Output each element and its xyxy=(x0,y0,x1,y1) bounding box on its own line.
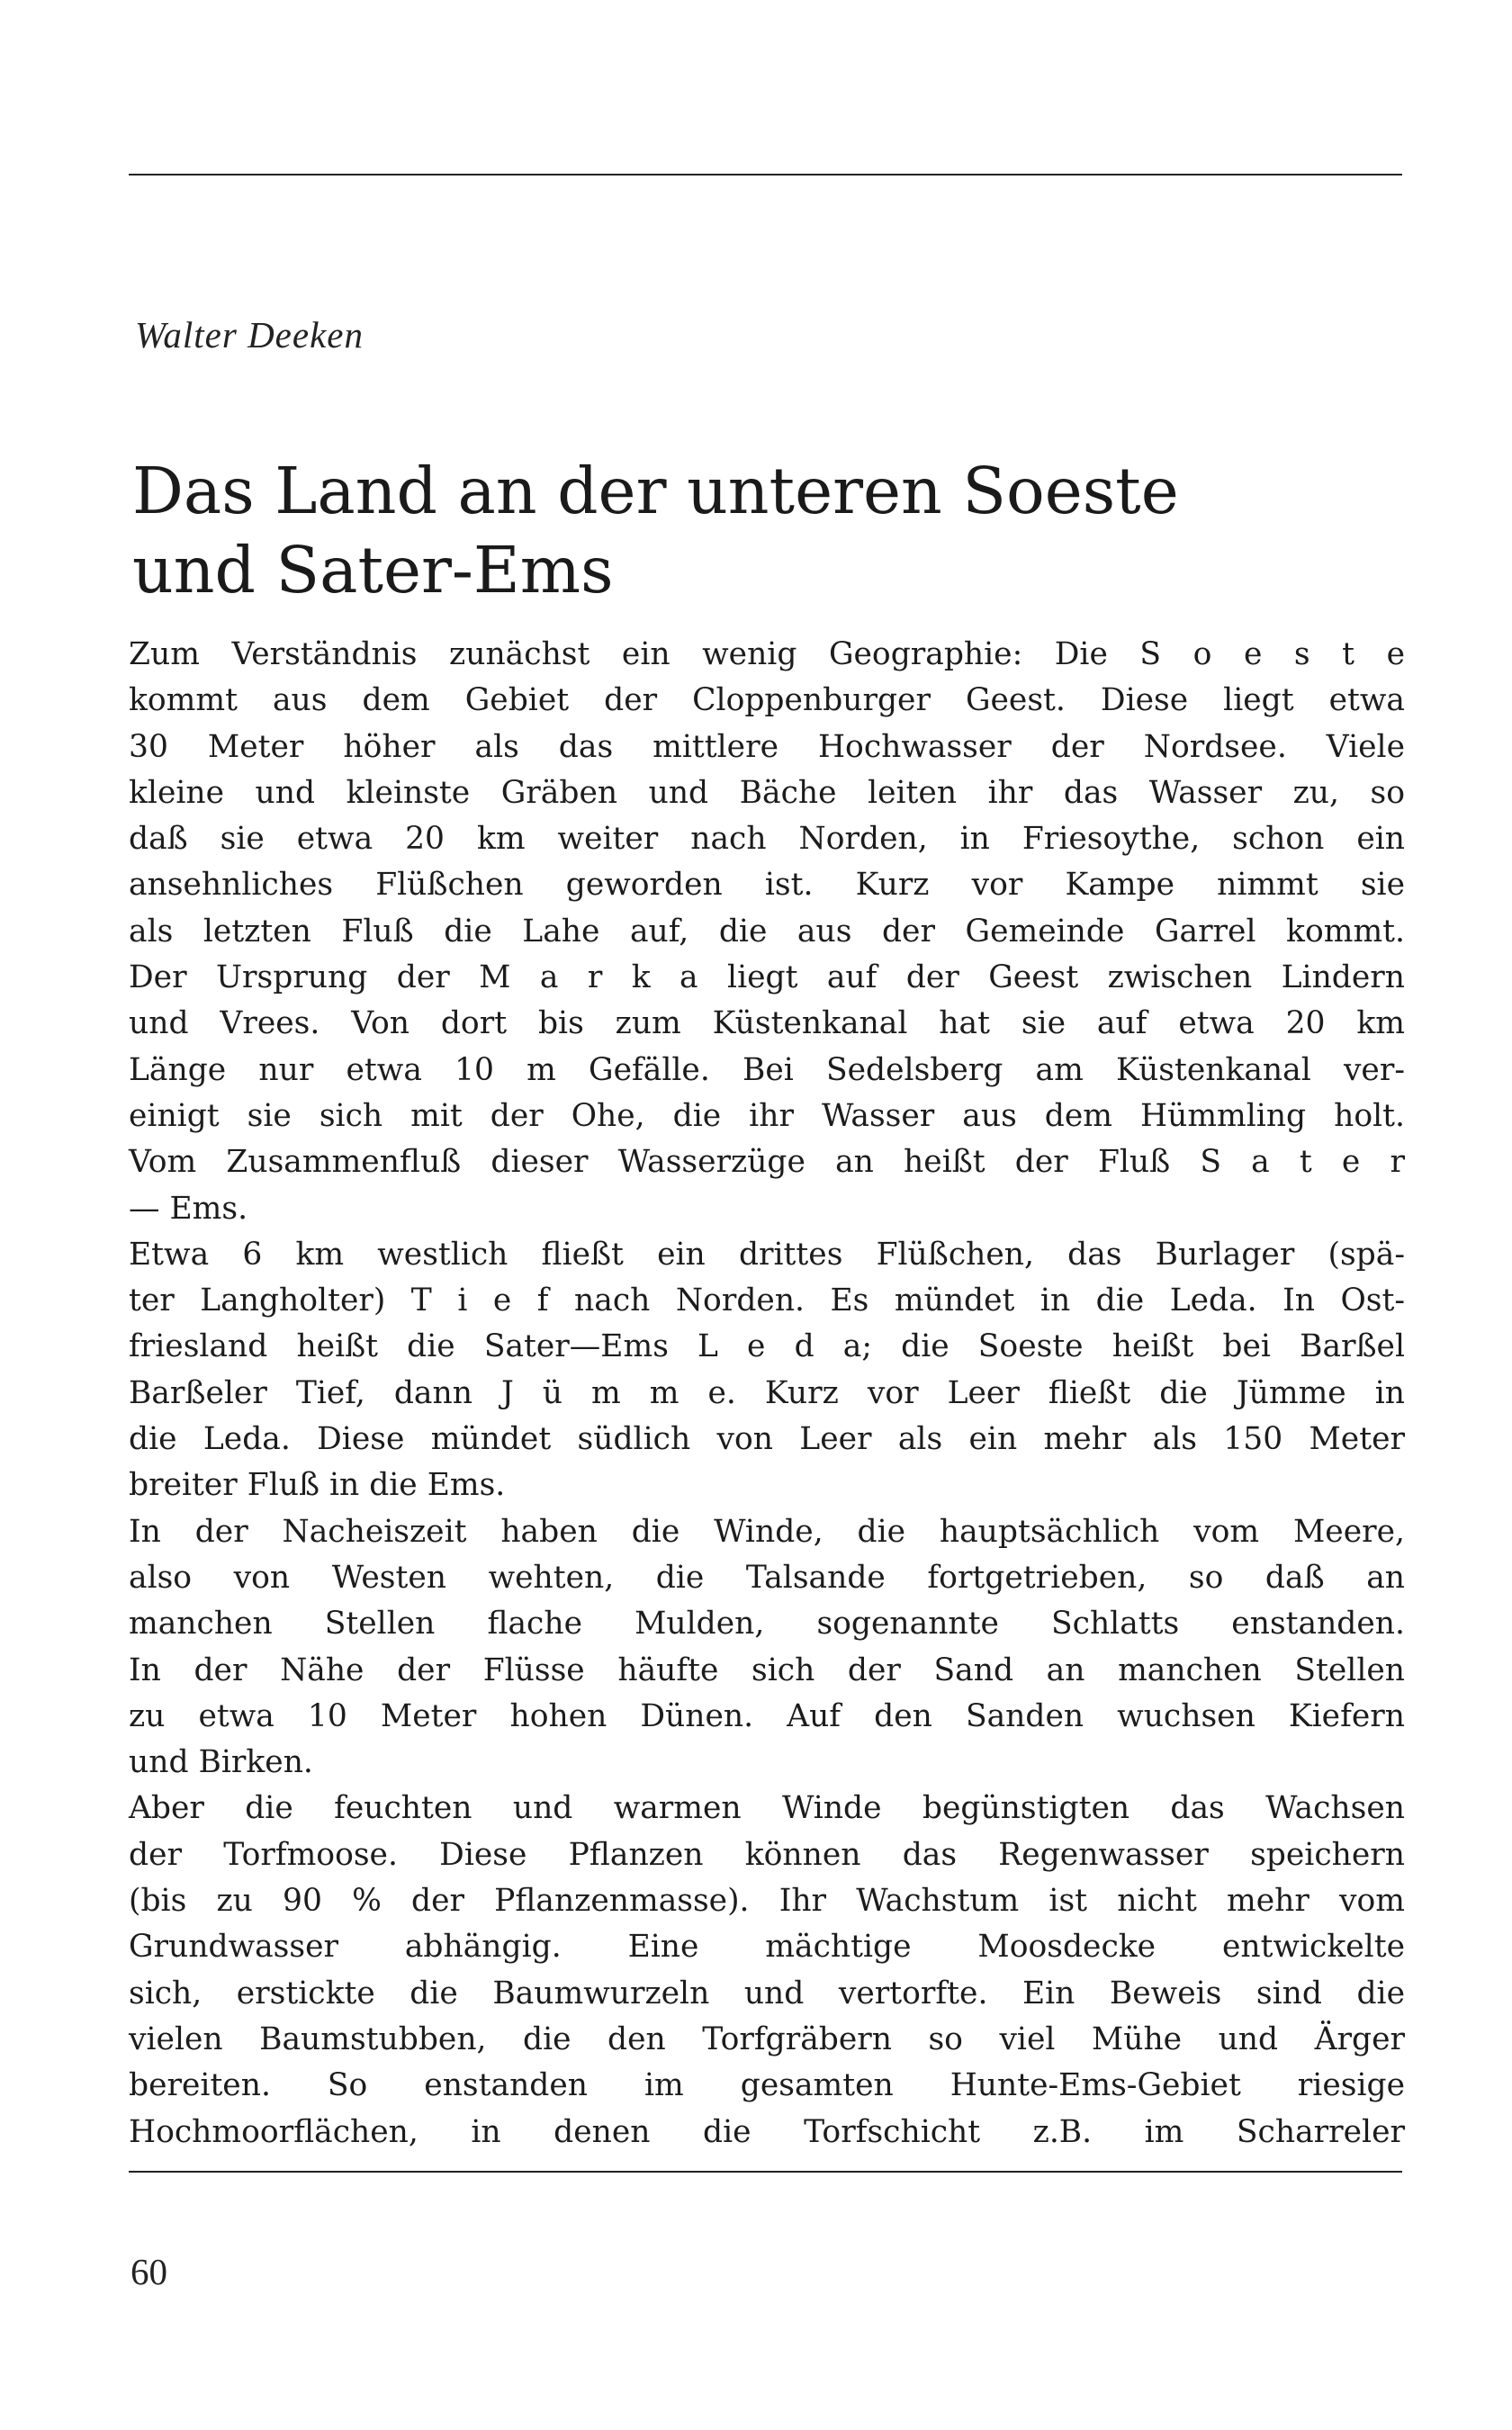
article-body xyxy=(129,632,1405,2156)
title-line: Das Land an der unteren Soeste xyxy=(132,454,1179,528)
body-line: Grundwasser abhängig. Eine mächtige Moosdecke entwickelte xyxy=(129,1929,1405,1966)
body-line: ansehnliches Flüßchen geworden ist. Kurz vor Kampe nimmt sie xyxy=(129,867,1405,904)
body-line: Vom Zusammenfluß dieser Wasserzüge an heißt der Fluß S a t e r xyxy=(129,1144,1405,1181)
body-line: der Torfmoose. Diese Pflanzen können das Regenwasser speichern xyxy=(129,1836,1405,1873)
body-line: bereiten. So enstanden im gesamten Hunte-Ems-Gebiet riesige xyxy=(129,2067,1405,2104)
body-line: 30 Meter höher als das mittlere Hochwasser der Nordsee. Viele xyxy=(129,728,1405,765)
body-line: sich, erstickte die Baumwurzeln und vertorfte. Ein Beweis sind die xyxy=(129,1975,1405,2012)
body-line: Barßeler Tief, dann J ü m m e. Kurz vor Leer fließt die Jümme in xyxy=(129,1374,1405,1411)
body-line: Der Ursprung der M a r k a liegt auf der Geest zwischen Lindern xyxy=(129,959,1405,996)
page-number: 60 xyxy=(130,2251,167,2292)
author-name: Walter Deeken xyxy=(135,314,364,356)
header-rule xyxy=(129,174,1402,176)
body-line: Etwa 6 km westlich fließt ein drittes Flüßchen, das Burlager (spä- xyxy=(129,1236,1405,1273)
body-line: vielen Baumstubben, die den Torfgräbern so viel Mühe und Ärger xyxy=(129,2020,1405,2057)
body-line: kleine und kleinste Gräben und Bäche leiten ihr das Wasser zu, so xyxy=(129,774,1405,811)
body-line: (bis zu 90 % der Pflanzenmasse). Ihr Wachstum ist nicht mehr vom xyxy=(129,1883,1405,1920)
article-title xyxy=(132,452,1419,610)
body-line: Aber die feuchten und warmen Winde begünstigten das Wachsen xyxy=(129,1790,1405,1827)
body-line: friesland heißt die Sater—Ems L e d a; die Soeste heißt bei Barßel xyxy=(129,1328,1405,1365)
footer-rule xyxy=(129,2171,1402,2173)
body-line: — Ems. xyxy=(129,1190,248,1227)
body-line: In der Nähe der Flüsse häufte sich der Sand an manchen Stellen xyxy=(129,1652,1405,1688)
body-line: einigt sie sich mit der Ohe, die ihr Wasser aus dem Hümmling holt. xyxy=(129,1097,1405,1134)
body-line: breiter Fluß in die Ems. xyxy=(129,1467,506,1504)
body-line: zu etwa 10 Meter hohen Dünen. Auf den Sanden wuchsen Kiefern xyxy=(129,1697,1405,1734)
body-line: In der Nacheiszeit haben die Winde, die hauptsächlich vom Meere, xyxy=(129,1513,1405,1550)
body-line: kommt aus dem Gebiet der Cloppenburger Geest. Diese liegt etwa xyxy=(129,682,1405,719)
body-line: die Leda. Diese mündet südlich von Leer als ein mehr als 150 Meter xyxy=(129,1421,1405,1458)
body-line: und Birken. xyxy=(129,1744,313,1781)
body-line: Hochmoorflächen, in denen die Torfschicht z.B. im Scharreler xyxy=(129,2113,1405,2150)
body-line: ter Langholter) T i e f nach Norden. Es mündet in die Leda. In Ost- xyxy=(129,1282,1405,1319)
body-line: also von Westen wehten, die Talsande fortgetrieben, so daß an xyxy=(129,1559,1405,1596)
body-line: als letzten Fluß die Lahe auf, die aus der Gemeinde Garrel kommt. xyxy=(129,913,1405,950)
body-line: daß sie etwa 20 km weiter nach Norden, in Friesoythe, schon ein xyxy=(129,821,1405,858)
title-line: und Sater-Ems xyxy=(132,533,614,608)
body-line: Zum Verständnis zunächst ein wenig Geographie: Die S o e s t e xyxy=(129,636,1405,672)
body-line: und Vrees. Von dort bis zum Küstenkanal hat sie auf etwa 20 km xyxy=(129,1005,1405,1042)
body-line: manchen Stellen flache Mulden, sogenannte Schlatts enstanden. xyxy=(129,1606,1405,1642)
body-line: Länge nur etwa 10 m Gefälle. Bei Sedelsberg am Küstenkanal ver- xyxy=(129,1051,1405,1088)
